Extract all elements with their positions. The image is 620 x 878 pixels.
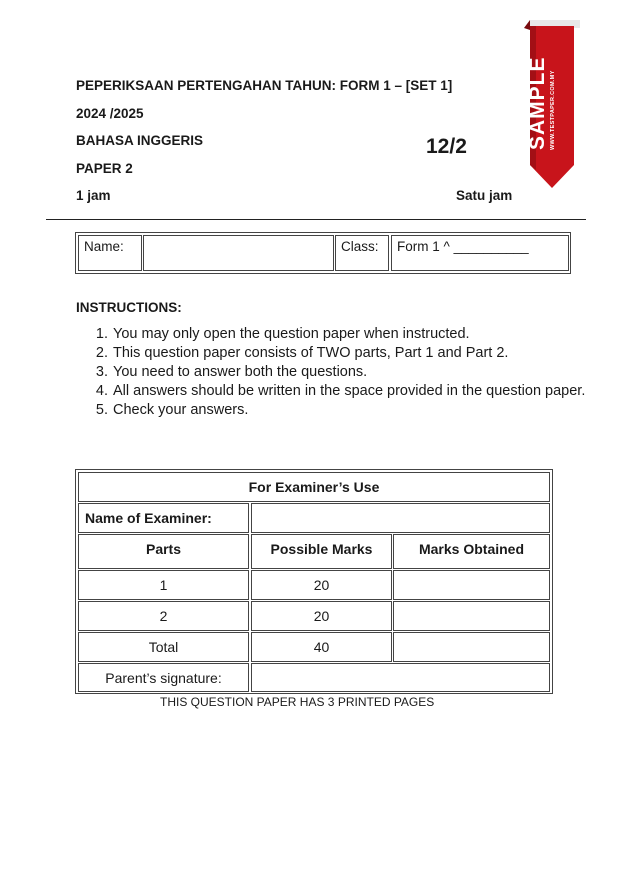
ribbon-label [526,20,556,150]
parent-signature-field[interactable] [251,663,550,692]
row-part: 1 [78,570,249,600]
exam-year: 2024 /2025 [76,106,144,121]
exam-title: PEPERIKSAAN PERTENGAHAN TAHUN: FORM 1 – [SET 1] [76,78,453,93]
duration-malay: Satu jam [456,188,513,203]
instruction-item: 1. You may only open the question paper when instructed. [112,325,592,344]
row-obtained[interactable] [393,570,550,600]
row-possible: 20 [251,601,392,631]
parent-signature-label: Parent’s signature: [78,663,249,692]
examiner-table [75,469,553,694]
header-possible-marks: Possible Marks [251,534,392,569]
ribbon-subtext: WWW.TESTPAPER.COM.MY [550,70,556,150]
row-obtained[interactable] [393,601,550,631]
header-parts: Parts [78,534,249,569]
ribbon-text: SAMPLE [526,56,549,150]
examiner-table-title: For Examiner’s Use [78,472,550,502]
row-part: Total [78,632,249,662]
name-field[interactable] [143,235,334,271]
examiner-name-label: Name of Examiner: [78,503,249,533]
page-count-footer: THIS QUESTION PAPER HAS 3 PRINTED PAGES [160,695,435,709]
name-label: Name: [78,235,142,271]
row-part: 2 [78,601,249,631]
student-info-box [75,232,571,274]
row-possible: 40 [251,632,392,662]
instruction-item: 2. This question paper consists of TWO parts, Part 1 and Part 2. [112,344,592,363]
paper-number: PAPER 2 [76,161,133,176]
instruction-item: 5. Check your answers. [112,401,592,420]
instruction-item: 4. All answers should be written in the space provided in the question paper. [112,382,592,401]
instruction-item: 3. You need to answer both the questions. [112,363,592,382]
class-label: Class: [335,235,389,271]
instructions-heading: INSTRUCTIONS: [76,300,182,315]
class-field[interactable]: Form 1 ^ __________ [391,235,569,271]
row-possible: 20 [251,570,392,600]
instructions-list [76,325,592,420]
paper-code: 12/2 [426,135,467,158]
header-marks-obtained: Marks Obtained [393,534,550,569]
duration-english: 1 jam [76,188,111,203]
header-divider [46,219,586,220]
row-obtained[interactable] [393,632,550,662]
examiner-name-field[interactable] [251,503,550,533]
subject: BAHASA INGGERIS [76,133,204,148]
